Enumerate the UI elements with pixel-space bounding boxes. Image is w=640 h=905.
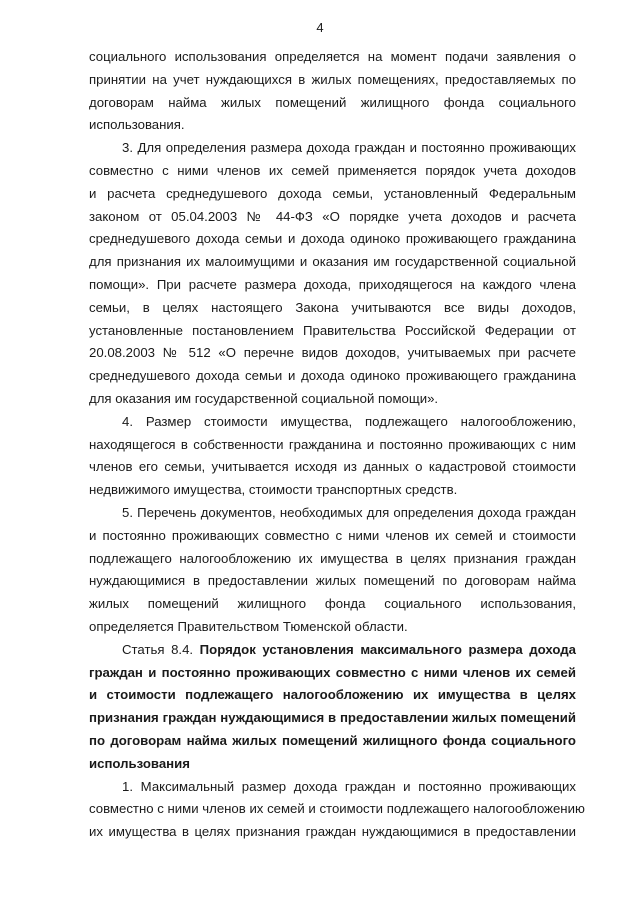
article-label: Статья 8.4. bbox=[122, 641, 194, 657]
text-line: нуждающимися в предоставлении жилых помещений по договорам найма bbox=[89, 573, 576, 589]
paragraph-3 bbox=[89, 411, 576, 502]
text-line: установленные постановлением Правительства Российской Федерации от bbox=[89, 322, 576, 338]
article-title-line: признания граждан нуждающимися в предоставлении жилых помещений bbox=[89, 710, 576, 726]
text-line: 20.08.2003 № 512 «О перечне видов доходов, учитываемых при расчете bbox=[89, 345, 576, 361]
text-line: подлежащего налогообложению их имущества в целях признания граждан bbox=[89, 550, 576, 566]
text-line: помощи». При расчете размера дохода, приходящегося на каждого члена bbox=[89, 276, 576, 292]
page-number: 4 bbox=[316, 20, 324, 35]
text-line: находящегося в собственности гражданина и постоянно проживающих с ним bbox=[89, 436, 576, 452]
text-line: принятии на учет нуждающихся в жилых помещениях, предоставляемых по bbox=[89, 71, 576, 87]
text-line: среднедушевого дохода семьи и дохода одиноко проживающего гражданина bbox=[89, 231, 576, 247]
text-line: членов его семьи, учитывается исходя из данных о кадастровой стоимости bbox=[89, 459, 576, 475]
article-title-line: граждан и постоянно проживающих совместно с ними членов их семей bbox=[89, 664, 576, 680]
text-line: договорам найма жилых помещений жилищного фонда социального bbox=[89, 94, 576, 110]
text-line: недвижимого имущества, стоимости транспортных средств. bbox=[89, 482, 458, 498]
article-title-text: Порядок установления максимального размера дохода bbox=[199, 641, 576, 657]
document-body bbox=[89, 46, 585, 844]
text-line: семьи, в целях настоящего Закона учитываются все виды доходов, bbox=[89, 299, 576, 315]
article-heading bbox=[89, 639, 576, 776]
text-line: среднедушевого дохода семьи и дохода одиноко проживающего гражданина bbox=[89, 368, 576, 384]
text-line: законом от 05.04.2003 № 44-ФЗ «О порядке учета доходов и расчета bbox=[89, 208, 576, 224]
text-line: и постоянно проживающих совместно с ними членов их семей и стоимости bbox=[89, 527, 576, 543]
article-title-line: использования bbox=[89, 755, 190, 771]
paragraph-2 bbox=[89, 137, 576, 411]
article-title-line: и стоимости подлежащего налогообложению их имущества в целях bbox=[89, 687, 576, 703]
text-line: определяется Правительством Тюменской области. bbox=[89, 618, 408, 634]
article-title-line bbox=[89, 639, 576, 662]
article-title-line: по договорам найма жилых помещений жилищного фонда социального bbox=[89, 732, 576, 748]
paragraph-1 bbox=[89, 46, 576, 137]
text-line: совместно с ними членов их семей и стоимости подлежащего налогообложению bbox=[89, 801, 585, 817]
text-line: для оказания им государственной социальной помощи». bbox=[89, 390, 439, 406]
text-line: 5. Перечень документов, необходимых для определения дохода граждан bbox=[122, 504, 576, 520]
paragraph-5 bbox=[89, 776, 585, 844]
text-line: совместно с ними членов их семей применяется порядок учета доходов bbox=[89, 162, 576, 178]
text-line: социального использования определяется на момент подачи заявления о bbox=[89, 49, 576, 64]
text-line: их имущества в целях признания граждан нуждающимися в предоставлении bbox=[89, 824, 576, 840]
text-line: 4. Размер стоимости имущества, подлежащего налогообложению, bbox=[122, 413, 576, 429]
text-line: использования. bbox=[89, 117, 185, 133]
paragraph-4 bbox=[89, 502, 576, 639]
text-line: и расчета среднедушевого дохода семьи, установленный Федеральным bbox=[89, 185, 576, 201]
text-line: 3. Для определения размера дохода граждан и постоянно проживающих bbox=[122, 140, 576, 156]
text-line: жилых помещений жилищного фонда социального использования, bbox=[89, 596, 576, 612]
text-line: 1. Максимальный размер дохода граждан и постоянно проживающих bbox=[122, 778, 576, 794]
text-line: для признания их малоимущими и оказания им государственной социальной bbox=[89, 254, 576, 270]
